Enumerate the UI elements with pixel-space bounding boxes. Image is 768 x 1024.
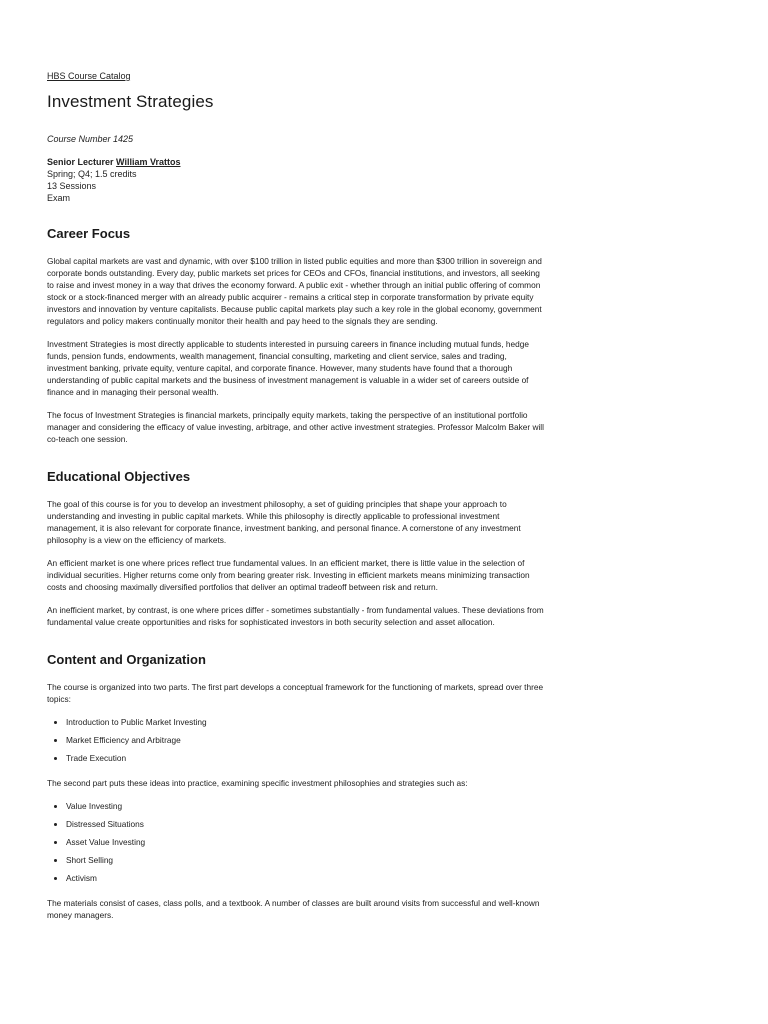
career-focus-paragraph-3: The focus of Investment Strategies is financial markets, principally equity markets, taking the perspective of an institutional portfolio manager and considering the efficacy of value investing, arbitrage, and other active investment strategies. Professor Malcolm Baker will co-teach one session. (47, 410, 544, 444)
course-meta (47, 156, 547, 204)
topics-list-part-two (47, 800, 547, 884)
educational-objectives-paragraph-2: An efficient market is one where prices reflect true fundamental values. In an efficient market, there is little value in the selection of individual securities. Higher returns come only from bearing greater risk. Investing in efficient markets means minimizing transaction costs and choosing maximally diversified portfolios that deliver an optimal tradeoff between risk and return. (47, 558, 530, 592)
list-item: • Introduction to Public Market Investing (66, 716, 547, 728)
list-item: • Distressed Situations (66, 818, 547, 830)
career-focus-heading: Career Focus (47, 226, 131, 241)
educational-objectives-paragraph-1: The goal of this course is for you to develop an investment philosophy, a set of guiding principles that shape your approach to understanding and investing in public capital markets. While this philosophy is directly applicable to professional investment management, it is also relevant for corporate finance, investment banking, and personal finance. A cornerstone of any investment philosophy is a view on the efficiency of markets. (47, 499, 521, 545)
list-item: • Asset Value Investing (66, 836, 547, 848)
page-title: Investment Strategies (47, 92, 214, 111)
career-focus-paragraph-1: Global capital markets are vast and dynamic, with over $100 trillion in listed public equities and more than $300 trillion in sovereign and corporate bonds outstanding. Every day, public markets set prices for CEOs and CFOs, financial institutions, and investors, all seeking to raise and invest money in a way that drives the economy forward. A public exit - whether through an initial public offering of common stock or a stock-financed merger with an already public acquirer - remains a critical step in corporate transformation by private equity investors and innovation by venture capitalists. Because public capital markets play such a key role in the global economy, government regulators and policy makers continually monitor their health and pay heed to the signals they are sending. (47, 256, 542, 326)
list-item: • Market Efficiency and Arbitrage (66, 734, 547, 746)
content-organization-paragraph-2: The second part puts these ideas into practice, examining specific investment philosophies and strategies such as: (47, 778, 468, 788)
topics-list-part-one (47, 716, 547, 764)
breadcrumb-link[interactable]: HBS Course Catalog (47, 71, 131, 81)
content-organization-heading: Content and Organization (47, 652, 206, 667)
content-organization-section (47, 652, 547, 921)
educational-objectives-paragraph-3: An inefficient market, by contrast, is one where prices differ - sometimes substantially - from fundamental values. These deviations from fundamental value create opportunities and risks for sophisticated investors in both security selection and asset allocation. (47, 605, 544, 627)
instructor-line (47, 156, 547, 168)
list-item: • Activism (66, 872, 547, 884)
course-term: Spring; Q4; 1.5 credits (47, 169, 137, 179)
career-focus-paragraph-2: Investment Strategies is most directly applicable to students interested in pursuing careers in finance including mutual funds, hedge funds, pension funds, endowments, wealth management, financial consulting, marketing and client service, sales and trading, investment banking, private equity, venture capital, and corporate finance. However, many students have found that a thorough understanding of public capital markets and the business of investment management is valuable in a wider set of careers outside of finance and in managing their personal wealth. (47, 339, 529, 397)
course-number: Course Number 1425 (47, 134, 134, 144)
course-sessions: 13 Sessions (47, 181, 97, 191)
educational-objectives-section (47, 469, 547, 628)
content-organization-paragraph-1: The course is organized into two parts. The first part develops a conceptual framework for the functioning of markets, spread over three topics: (47, 682, 544, 704)
list-item: • Short Selling (66, 854, 547, 866)
career-focus-section (47, 226, 547, 445)
content-organization-paragraph-3: The materials consist of cases, class polls, and a textbook. A number of classes are built around visits from successful and well-known money managers. (47, 898, 540, 920)
list-item: • Value Investing (66, 800, 547, 812)
educational-objectives-heading: Educational Objectives (47, 469, 191, 484)
instructor-link[interactable]: William Vrattos (116, 157, 181, 167)
list-item: • Trade Execution (66, 752, 547, 764)
course-assessment: Exam (47, 193, 71, 203)
instructor-role: Senior Lecturer (47, 157, 114, 167)
